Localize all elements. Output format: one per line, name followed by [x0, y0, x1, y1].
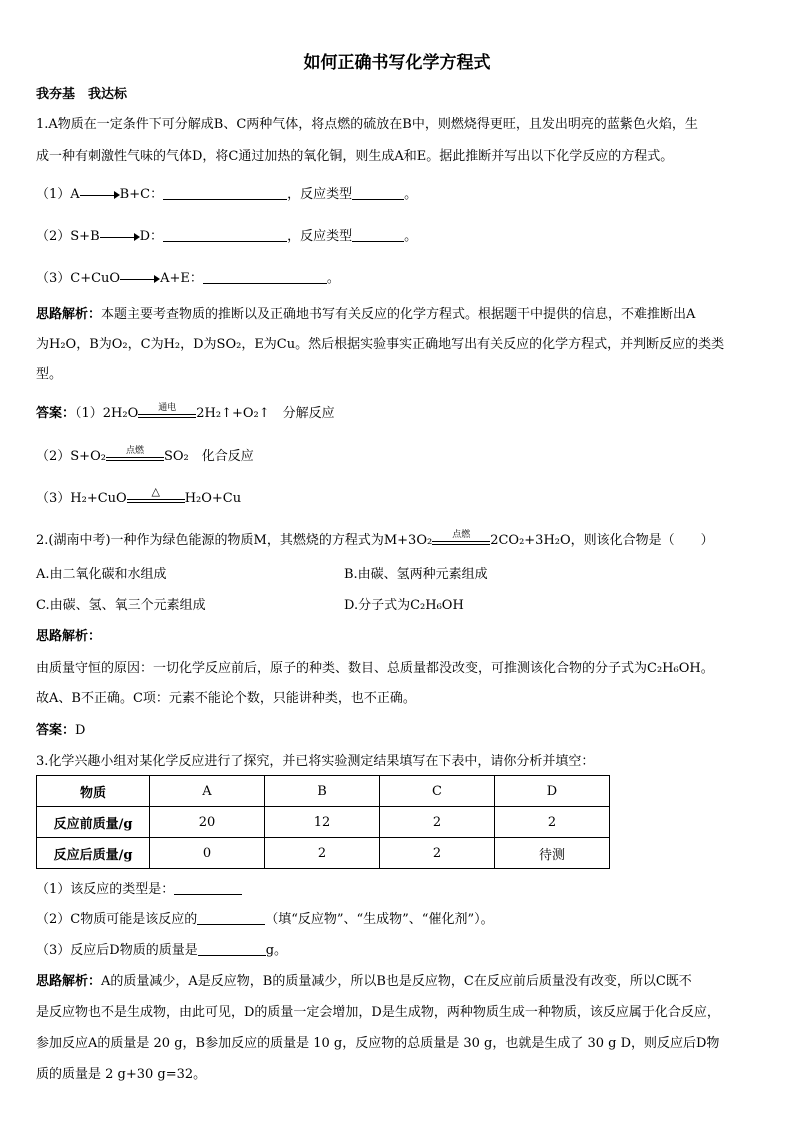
q3-stem: 3.化学兴趣小组对某化学反应进行了探究，并已将实验测定结果填写在下表中，请你分析并填空： — [36, 754, 595, 769]
q1-p3-equation-blank[interactable] — [203, 270, 327, 284]
q3-analysis-line-1 — [36, 973, 692, 991]
answer-label: 答案： — [36, 406, 76, 421]
q1-p1-end: 。 — [404, 187, 418, 202]
q2-analysis-line-1: 由质量守恒的原因：一切化学反应前后，原子的种类、数目、总质量都没改变，可推测该化合物的分子式为C₂H₆OH。 — [36, 661, 714, 676]
q3-p3-text: （3）反应后D物质的质量是 — [36, 943, 198, 958]
table-header-cell: A — [150, 776, 265, 807]
row-label: 反应前质量/g — [37, 807, 150, 838]
q1-answer-2 — [36, 448, 254, 466]
analysis-label: 思路解析： — [36, 974, 102, 989]
table-cell: 待测 — [495, 838, 610, 869]
table-header-cell: D — [495, 776, 610, 807]
q1-p2-products: D： — [139, 229, 164, 244]
q1-p3-reactant: （3）C+CuO — [36, 271, 121, 286]
q1-stem-line-2: 成一种有刺激性气味的气体D，将C通过加热的氧化铜，则生成A和E。据此推断并写出以下化学反应的方程式。 — [36, 149, 674, 164]
mass-data-table — [36, 775, 610, 869]
q1-a1-products: 2H₂↑+O₂↑ 分解反应 — [196, 406, 335, 421]
q1-p2-reactant: （2）S+B — [36, 229, 100, 244]
heat-triangle-icon: △ — [151, 485, 160, 498]
q1-p3-end: 。 — [326, 271, 340, 286]
q1-p1-reactant: （1）A — [36, 187, 80, 202]
q1-answer-1 — [36, 405, 335, 423]
section-heading: 我夯基 我达标 — [36, 87, 128, 102]
q2-option-b[interactable]: B.由碳、氢两种元素组成 — [344, 567, 488, 582]
q1-p1-type-blank[interactable] — [352, 186, 404, 200]
q2-answer-value: D — [75, 723, 86, 738]
q1-stem-line-1: 1.A物质在一定条件下可分解成B、C两种气体，将点燃的硫放在B中，则燃烧得更旺，且发出明亮的蓝紫色火焰，生 — [36, 117, 698, 132]
condition-label: 点燃 — [452, 530, 471, 540]
table-cell: 2 — [265, 838, 380, 869]
page-title: 如何正确书写化学方程式 — [303, 53, 491, 73]
q1-p2-type-label: ，反应类型 — [287, 229, 353, 244]
q2-option-a[interactable]: A.由二氧化碳和水组成 — [36, 567, 167, 582]
analysis-label: 思路解析： — [36, 307, 102, 322]
q1-p2-equation-blank[interactable] — [163, 228, 287, 242]
q3-part-1 — [36, 881, 242, 899]
q2-stem-pre: 2.(湖南中考)一种作为绿色能源的物质M，其燃烧的方程式为M+3O₂ — [36, 533, 433, 548]
table-header-row — [37, 776, 610, 807]
table-row — [37, 807, 610, 838]
table-cell: 2 — [380, 838, 495, 869]
q3-p1-text: （1）该反应的类型是： — [36, 882, 175, 897]
q1-part-2 — [36, 228, 417, 246]
ignition-condition-equals — [106, 448, 164, 466]
q3-p2-blank[interactable] — [197, 911, 265, 925]
q2-stem — [36, 532, 714, 550]
condition-label: 点燃 — [125, 446, 144, 456]
q1-a2-reactant: （2）S+O₂ — [36, 449, 106, 464]
answer-label: 答案： — [36, 723, 76, 738]
q2-analysis-label: 思路解析： — [36, 629, 102, 644]
q1-answer-3 — [36, 485, 242, 508]
q3-p3-blank[interactable] — [198, 942, 266, 956]
q3-p3-unit: g。 — [265, 943, 288, 958]
table-row — [37, 838, 610, 869]
row-label: 反应后质量/g — [37, 838, 150, 869]
q1-part-3 — [36, 270, 340, 288]
q1-p2-type-blank[interactable] — [352, 228, 404, 242]
reaction-arrow-icon — [120, 270, 160, 288]
q1-p1-equation-blank[interactable] — [163, 186, 287, 200]
table-cell: 2 — [495, 807, 610, 838]
q2-option-d[interactable]: D.分子式为C₂H₆OH — [344, 598, 464, 613]
q1-a2-products: SO₂ 化合反应 — [163, 449, 254, 464]
ignition-condition-equals — [432, 532, 490, 550]
q1-analysis-line-1 — [36, 306, 695, 324]
q1-a3-reactant: （3）H₂+CuO — [36, 491, 127, 506]
q1-analysis-line-2: 为H₂O，B为O₂，C为H₂，D为SO₂，E为Cu。然后根据实验事实正确地写出有关反应的化学方程式，并判断反应的类类 — [36, 337, 725, 352]
q1-p1-type-label: ，反应类型 — [287, 187, 353, 202]
electrolysis-condition-equals — [138, 405, 196, 423]
q1-analysis-line-3: 型。 — [36, 367, 63, 382]
q3-analysis-line-4: 质的质量是 2 g+30 g=32。 — [36, 1067, 207, 1082]
table-cell: 2 — [380, 807, 495, 838]
condition-label: 通电 — [158, 403, 177, 413]
q3-analysis-line-2: 是反应物也不是生成物，由此可见，D的质量一定会增加，D是生成物，两种物质生成一种物质，该反应属于化合反应， — [36, 1005, 720, 1020]
q1-a3-products: H₂O+Cu — [184, 491, 242, 506]
q1-p2-end: 。 — [404, 229, 418, 244]
q2-option-c[interactable]: C.由碳、氢、氧三个元素组成 — [36, 598, 206, 613]
q3-analysis-line-3: 参加反应A的质量是 20 g，B参加反应的质量是 10 g，反应物的总质量是 30 g，也就是生成了 30 g D，则反应后D物 — [36, 1036, 720, 1051]
q3-analysis-text-1: A的质量减少，A是反应物，B的质量减少，所以B也是反应物，C在反应前后质量没有改变，所以C既不 — [101, 974, 692, 989]
q3-part-2 — [36, 911, 494, 929]
q2-analysis-line-2: 故A、B不正确。C项：元素不能论个数，只能讲种类，也不正确。 — [36, 691, 416, 706]
q3-p1-blank[interactable] — [174, 881, 242, 895]
q1-a1-reactant: （1）2H₂O — [75, 406, 139, 421]
q2-answer — [36, 722, 85, 740]
table-cell: 20 — [150, 807, 265, 838]
q1-p1-products: B+C： — [119, 187, 164, 202]
table-header-cell: B — [265, 776, 380, 807]
reaction-arrow-icon — [100, 228, 140, 246]
q3-p2-text: （2）C物质可能是该反应的 — [36, 912, 198, 927]
table-cell: 0 — [150, 838, 265, 869]
table-header-cell: 物质 — [37, 776, 150, 807]
q2-stem-post: 2CO₂+3H₂O，则该化合物是（ ） — [490, 533, 714, 548]
q1-p3-products: A+E： — [160, 271, 203, 286]
q3-p2-hint: （填“反应物”、“生成物”、“催化剂”）。 — [265, 912, 494, 927]
reaction-arrow-icon — [80, 186, 120, 204]
heating-condition-equals — [127, 485, 185, 508]
table-header-cell: C — [380, 776, 495, 807]
q1-part-1 — [36, 186, 417, 204]
q1-analysis-text-1: 本题主要考查物质的推断以及正确地书写有关反应的化学方程式。根据题干中提供的信息，不难推断出A — [101, 307, 696, 322]
table-cell: 12 — [265, 807, 380, 838]
q3-part-3 — [36, 942, 287, 960]
